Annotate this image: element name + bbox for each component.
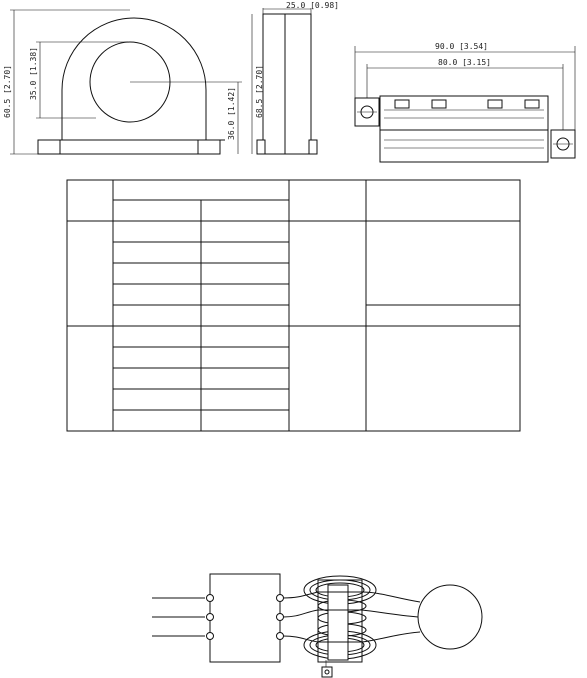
output-line-3: [283, 632, 420, 642]
input-terminal-3: [207, 633, 214, 640]
side-width-dim: 25.0 [0.98]: [286, 1, 339, 10]
spec-table: [67, 180, 520, 431]
mounting-distance-dim: 80.0 [3.15]: [438, 58, 491, 67]
output-terminal-1: [277, 595, 284, 602]
output-terminal-3: [277, 633, 284, 640]
side-body: [263, 14, 311, 154]
overall-height-dim: 60.5 [2.70]: [3, 65, 12, 118]
drive-unit-box: [210, 574, 280, 662]
side-view: [252, 1, 339, 154]
input-terminal-1: [207, 595, 214, 602]
ground-terminal: [322, 667, 332, 677]
right-mount-foot: [198, 140, 220, 154]
output-terminal-2: [277, 614, 284, 621]
wiring-diagram: [152, 574, 482, 677]
hole-diameter-dim: 35.0 [1.38]: [29, 47, 38, 100]
center-height-dim: 36.0 [1.42]: [227, 87, 236, 140]
side-height-dim: 68.5 [2.70]: [255, 65, 264, 118]
top-body-lower: [380, 130, 548, 162]
top-view: [355, 42, 575, 162]
output-line-2: [283, 610, 418, 617]
left-mount-foot: [38, 140, 60, 154]
input-terminal-2: [207, 614, 214, 621]
motor-circle: [418, 585, 482, 649]
front-view: [3, 10, 242, 154]
overall-length-dim: 90.0 [3.54]: [435, 42, 488, 51]
toroid-choke: [304, 576, 376, 677]
